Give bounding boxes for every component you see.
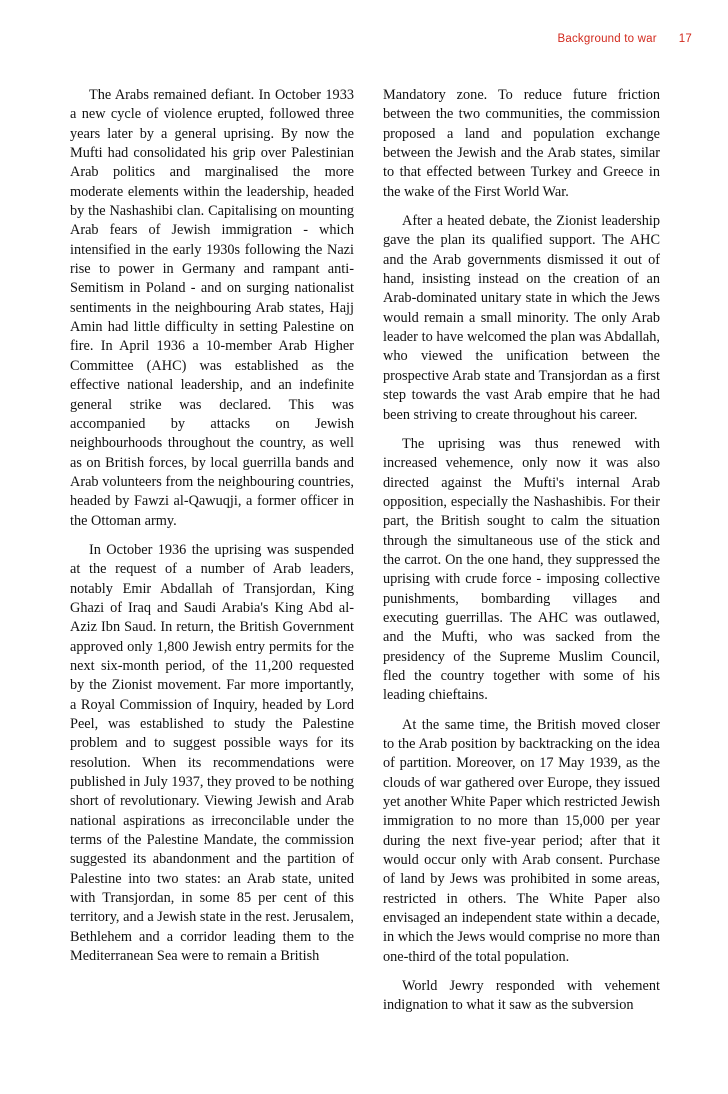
paragraph-continuation: Mandatory zone. To reduce future friction between the two communities, the commission proposed a land and population exchange between the Jewish and the Arab states, similar to that effected between Turkey and Greece in the wake of the First World War.	[383, 87, 660, 200]
paragraph: At the same time, the British moved closer to the Arab position by backtracking on the idea of partition. Moreover, on 17 May 1939, as the clouds of war gathered over Europe, they issued yet another White Paper which restricted Jewish immigration to no more than 15,000 per year during the next five-year period; after that it would occur only with Arab consent. Purchase of land by Jews was prohibited in some areas, restricted in others. The White Paper also envisaged an independent state within a decade, in which the Jews would comprise no more than one-third of the total population.	[383, 716, 660, 965]
right-column	[383, 86, 660, 1026]
page-number: 17	[678, 33, 692, 45]
running-header	[558, 33, 693, 45]
paragraph: The uprising was thus renewed with increased vehemence, only now it was also directed against the Mufti's internal Arab opposition, especially the Nashashibis. For their part, the British sought to calm the situation through the simultaneous use of the stick and the carrot. On the one hand, they suppressed the uprising with crude force - imposing collective punishments, bombarding villages and executing guerrillas. The AHC was outlawed, and the Mufti, who was sacked from the presidency of the Supreme Muslim Council, fled the country together with some of his leading chieftains.	[383, 435, 660, 704]
paragraph: The Arabs remained defiant. In October 1933 a new cycle of violence erupted, followed three years later by a general uprising. By now the Mufti had consolidated his grip over Palestinian Arab politics and marginalised the more moderate elements within the leadership, headed by the Nashashibi clan. Capitalising on mounting Arab fears of Jewish immigration - which intensified in the early 1930s following the Nazi rise to power in Germany and rampant anti-Semitism in Poland - and on surging nationalist sentiments in the neighbouring Arab states, Hajj Amin had little difficulty in setting Palestine on fire. In April 1936 a 10-member Arab Higher Committee (AHC) was established as the effective national leadership, and an indefinite general strike was declared. This was accompanied by attacks on Jewish neighbourhoods throughout the country, as well as on British forces, by local guerrilla bands and Arab volunteers from the neighbouring countries, headed by Fawzi al-Qawuqji, a former officer in the Ottoman army.	[70, 87, 354, 529]
paragraph: World Jewry responded with vehement indignation to what it saw as the subversion	[383, 978, 660, 1014]
section-title: Background to war	[557, 33, 657, 45]
paragraph: In October 1936 the uprising was suspended at the request of a number of Arab leaders, notably Emir Abdallah of Transjordan, King Ghazi of Iraq and Saudi Arabia's King Abd al-Aziz Ibn Saud. In return, the British Government approved only 1,800 Jewish entry permits for the next six-month period, of the 11,200 requested by the Zionist movement. Far more importantly, a Royal Commission of Inquiry, headed by Lord Peel, was established to study the Palestine problem and to suggest possible ways for its resolution. When its recommendations were published in July 1937, they proved to be nothing short of revolutionary. Viewing Jewish and Arab national aspirations as irreconcilable under the terms of the Palestine Mandate, the commission suggested its abandonment and the partition of Palestine into two states: an Arab state, united with Transjordan, in some 85 per cent of this territory, and a Jewish state in the rest. Jerusalem, Bethlehem and a corridor leading them to the Mediterranean Sea were to remain a British	[70, 541, 354, 965]
left-column	[70, 86, 354, 976]
paragraph: After a heated debate, the Zionist leadership gave the plan its qualified support. The AHC and the Arab governments dismissed it out of hand, insisting instead on the creation of an Arab-dominated unitary state in which the Jews would remain a small minority. The only Arab leader to have welcomed the plan was Abdallah, who viewed the unification between the prospective Arab state and Transjordan as a first step towards the vast Arab empire that he had been striving to create throughout his career.	[383, 213, 660, 423]
